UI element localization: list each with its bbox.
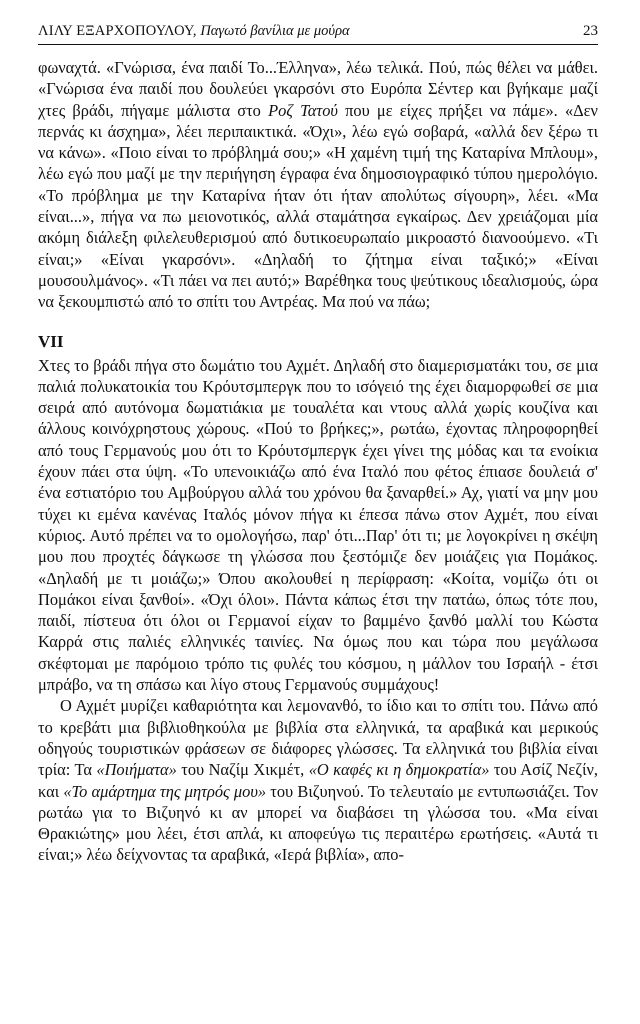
italic-book-title: «Ο καφές κι η δημοκρατία»	[308, 760, 490, 780]
paragraph	[38, 695, 598, 865]
book-page	[38, 22, 598, 866]
body-text	[38, 57, 598, 866]
paragraph-text: που με είχες πρήξει να πάμε». «Δεν περνάς κι άσχημα», λέει περιπαικτικά. «Όχι», λέω εγώ σοβαρά, «αλλά δεν ξέρω τι να κάνω». «Ποιο είναι το πρόβλημά σου;» «Η χαμένη τιμή της Καταρίνα Μπλουμ», λέω εγώ που μαζί με την περιήγηση έγραφα ένα δημοσιογραφικό τύπου ημερολόγιο. «Το πρόβλημα με την Καταρίνα ήταν ότι ήταν απολύτως σίγουρη», λέει. «Μα είναι...», πήγα να πω μειονοτικός, αλλά σταμάτησα εγκαίρως. Δεν χρειάζομαι μία ακόμη διάλεξη φιλελευθερισμού από δυτικοευρωπαίο μικροαστό διανοούμενο. «Τι είναι;» «Είναι γκαρσόνι». «Δηλαδή το ζήτημα είναι ταξικό;» «Είναι μουσουλμάνος». «Τι πάει να πει αυτό;» Βαρέθηκα τους ψεύτικους ιδεαλισμούς, ώρα να ξεκουμπιστώ από το σπίτι του Αντρέας. Μα πού να πάω;	[38, 100, 598, 312]
paragraph-continued	[38, 57, 598, 313]
italic-book-title: «Ποιήματα»	[96, 760, 177, 780]
paragraph-text: Ο Αχμέτ μυρίζει καθαριότητα και λεμονανθό, το ίδιο και το σπίτι του. Πάνω από το κρεβάτι μια βιβλιοθηκούλα με βιβλία στα ελληνικά, τα αραβικά και μερικούς οδηγούς τουριστικών φράσεων σε διάφορες γλώσσες. Τα ελληνικά του βιβλία είναι τρία: Τα	[38, 696, 598, 780]
italic-book-title: «Το αμάρτημα της μητρός μου»	[63, 781, 267, 801]
section-heading: VII	[38, 331, 64, 351]
paragraph: Χτες το βράδι πήγα στο δωμάτιο του Αχμέτ. Δηλαδή στο διαμερισματάκι του, σε μια παλιά πολυκατοικία του Κρόυτσμπεργκ που το ισόγειό της έχει διαμορφωθεί σε μια σειρά από αυτόνομα δωματιάκια με τουαλέτα και ντους αλλά χωρίς κουζίνα και άλλους κοινόχρηστους χώρους. «Πού το βρήκες;», ρωτάω, έχοντας πληροφορηθεί από τους Γερμανούς μου ότι το Κρόυτσμπεργκ έχει γίνει της μόδας και τα ενοίκια έχουν πάει στα ύψη. «Το υπενοικιάζω από ένα Ιταλό που φέτος έπιασε δουλειά σ' ένα εστιατόριο του Αμβούργου αλλά του χρόνου θα ξαναρθεί.» Αχ, γιατί να μην μου τύχει κι εμένα κανένας Ιταλός μόνον πήγα κι έπεσα πάνω στον Αχμέτ, που είναι κύριος. Αυτό πρέπει να το ομολογήσω, παρ' ότι...Παρ' ότι τι; με λογοκρίνει η σκέψη μου που προχτές δάγκωσε τη γλώσσα που ξεστόμιζε δεν μοιάζεις για Πομάκος. «Δηλαδή με τι μοιάζω;» Όπου ακολουθεί η περίφραση: «Κοίτα, νομίζω ότι οι Πομάκοι είναι ξανθοί». «Όχι όλοι». Πάντα κάπως έτσι την πατάω, όπως τότε που, παιδί, πίστευα ότι όλοι οι Γερμανοί είχαν το βαμμένο ξανθό μαλλί του Κώστα Καρρά στις παλιές ελληνικές ταινίες. Να όμως που και τώρα που μεγάλωσα σκέφτομαι με παρόμοιο τρόπο τις φυλές του κόσμου, η μάλλον του Ισραήλ - έτσι μπράβο, να τη σπάσω και λίγο στους Γερμανούς συμμάχους!	[38, 355, 598, 695]
running-header	[38, 22, 598, 45]
paragraph-text: του Ασίζ Νεζίν, και	[38, 760, 598, 801]
author-name: ΛΙΛΥ ΕΞΑΡΧΟΠΟΥΛΟΥ,	[38, 23, 197, 39]
page-number: 23	[583, 23, 598, 39]
paragraph-text: φωναχτά. «Γνώρισα, ένα παιδί Το...Έλληνα», λέω τελικά. Πού, πώς θέλει να μάθει. «Γνώρισα ένα παιδί που δουλεύει γκαρσόνι στο Ευρόπα Σέντερ και βγήκαμε μαζί χτες βράδι, πήγαμε μάλιστα στο	[38, 58, 598, 120]
paragraph-text: του Βιζυηνού. Το τελευταίο με εντυπωσιάζει. Τον ρωτάω για το Βιζυηνό κι αν μπορεί να διαβάσει τη γλώσσα του. «Μα είναι Θρακιώτης» μου λέει, έτσι απλά, κι αποφεύγω τις περαιτέρω ερωτήσεις. «Αυτά τι είναι;» λέω δείχνοντας τα αραβικά, «Ιερά βιβλία», απο-	[38, 781, 598, 865]
paragraph-text: του Ναζίμ Χικμέτ,	[176, 760, 309, 780]
header-left	[38, 22, 350, 40]
book-title: Παγωτό βανίλια με μούρα	[200, 23, 350, 39]
italic-title: Ροζ Τατού	[268, 100, 338, 120]
